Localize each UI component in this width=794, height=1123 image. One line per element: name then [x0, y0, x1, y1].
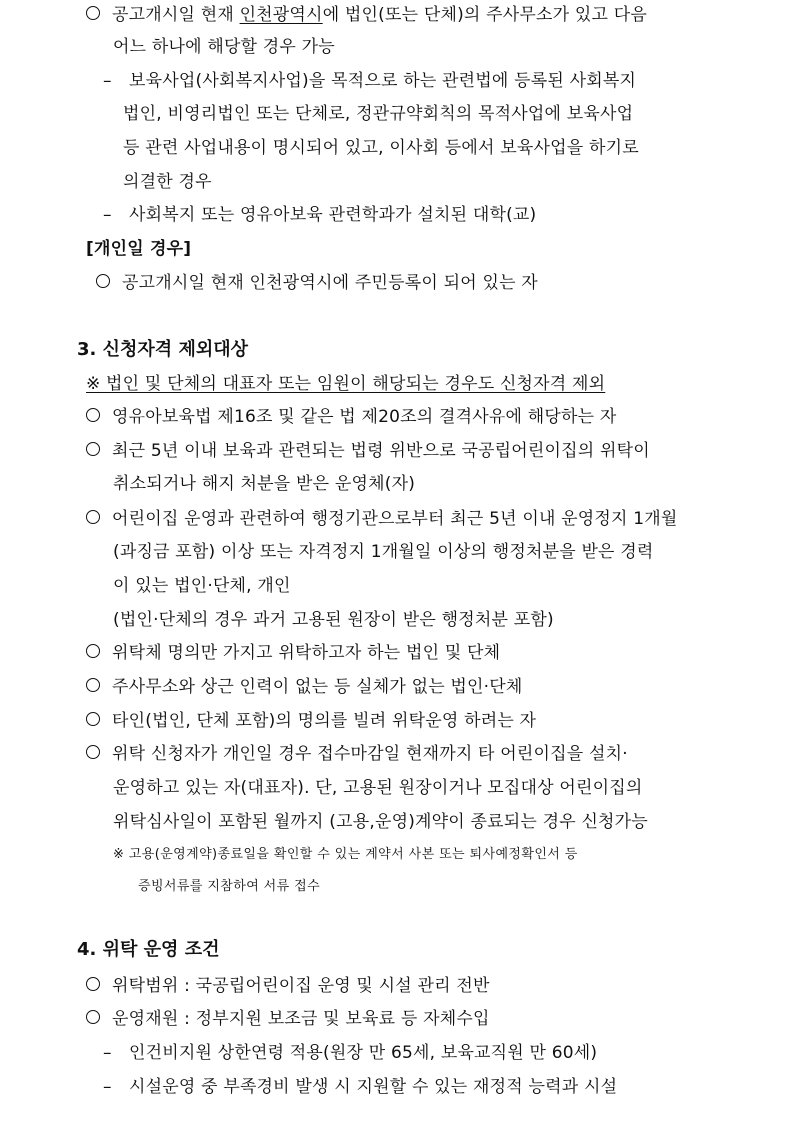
bullet-item-cont: 취소되거나 해지 처분을 받은 운영체(자): [113, 474, 416, 494]
circle-bullet-icon: [86, 6, 100, 20]
bullet-item-cont: 어느 하나에 해당할 경우 가능: [113, 37, 335, 57]
circle-bullet-icon: [86, 408, 100, 422]
bullet-item: 운영재원 : 정부지원 보조금 및 보육료 등 자체수입: [86, 1007, 490, 1031]
circle-bullet-icon: [86, 977, 100, 991]
circle-bullet-icon: [86, 644, 100, 658]
circle-bullet-icon: [96, 274, 110, 288]
dash-item: – 보육사업(사회복지사업)을 목적으로 하는 관련법에 등록된 사회복지: [103, 71, 637, 91]
bullet-item-cont: (법인·단체의 경우 과거 고용된 원장이 받은 행정처분 포함): [113, 610, 554, 630]
dash-item: – 인건비지원 상한연령 적용(원장 만 65세, 보육교직원 만 60세): [103, 1043, 598, 1063]
section-note: ※ 법인 및 단체의 대표자 또는 임원이 해당되는 경우도 신청자격 제외: [86, 374, 606, 394]
dash-item-cont: 법인, 비영리법인 또는 단체로, 정관규약회칙의 목적사업에 보육사업: [123, 104, 634, 124]
bullet-item-cont: 이 있는 법인·단체, 개인: [113, 576, 291, 596]
bullet-item: 타인(법인, 단체 포함)의 명의를 빌려 위탁운영 하려는 자: [86, 709, 536, 733]
dash-item: – 시설운영 중 부족경비 발생 시 지원할 수 있는 재정적 능력과 시설: [103, 1077, 618, 1097]
bullet-item-cont: 위탁심사일이 포함된 월까지 (고용,운영)계약이 종료되는 경우 신청가능: [113, 812, 648, 832]
section-heading: 4. 위탁 운영 조건: [77, 939, 220, 960]
individual-heading: [개인일 경우]: [86, 239, 192, 259]
bullet-item: 공고개시일 현재 인천광역시에 법인(또는 단체)의 주사무소가 있고 다음: [86, 3, 647, 27]
circle-bullet-icon: [86, 1010, 100, 1024]
bullet-item: 공고개시일 현재 인천광역시에 주민등록이 되어 있는 자: [96, 271, 538, 295]
bullet-item-cont: 운영하고 있는 자(대표자). 단, 고용된 원장이거나 모집대상 어린이집의: [113, 778, 643, 798]
bullet-item: 위탁 신청자가 개인일 경우 접수마감일 현재까지 타 어린이집을 설치·: [86, 742, 628, 766]
bullet-item: 최근 5년 이내 보육과 관련되는 법령 위반으로 국공립어린이집의 위탁이: [86, 439, 650, 463]
dash-item: – 사회복지 또는 영유아보육 관련학과가 설치된 대학(교): [103, 205, 537, 225]
bullet-item-cont: (과징금 포함) 이상 또는 자격정지 1개월일 이상의 행정처분을 받은 경력: [113, 542, 654, 562]
bullet-item: 주사무소와 상근 인력이 없는 등 실체가 없는 법인·단체: [86, 675, 523, 699]
dash-item-cont: 의결한 경우: [123, 172, 212, 192]
footnote-cont: 증빙서류를 지참하여 서류 접수: [138, 879, 321, 894]
bullet-item: 위탁체 명의만 가지고 위탁하고자 하는 법인 및 단체: [86, 641, 500, 665]
bullet-item: 어린이집 운영과 관련하여 행정기관으로부터 최근 5년 이내 운영정지 1개월: [86, 507, 678, 531]
footnote: ※ 고용(운영계약)종료일을 확인할 수 있는 계약서 사본 또는 퇴사예정확인서 등: [113, 847, 578, 862]
dash-item-cont: 등 관련 사업내용이 명시되어 있고, 이사회 등에서 보육사업을 하기로: [123, 138, 639, 158]
circle-bullet-icon: [86, 510, 100, 524]
bullet-item: 위탁범위 : 국공립어린이집 운영 및 시설 관리 전반: [86, 974, 490, 998]
circle-bullet-icon: [86, 712, 100, 726]
section-heading: 3. 신청자격 제외대상: [77, 339, 248, 360]
circle-bullet-icon: [86, 442, 100, 456]
bullet-item: 영유아보육법 제16조 및 같은 법 제20조의 결격사유에 해당하는 자: [86, 405, 616, 429]
circle-bullet-icon: [86, 678, 100, 692]
circle-bullet-icon: [86, 745, 100, 759]
